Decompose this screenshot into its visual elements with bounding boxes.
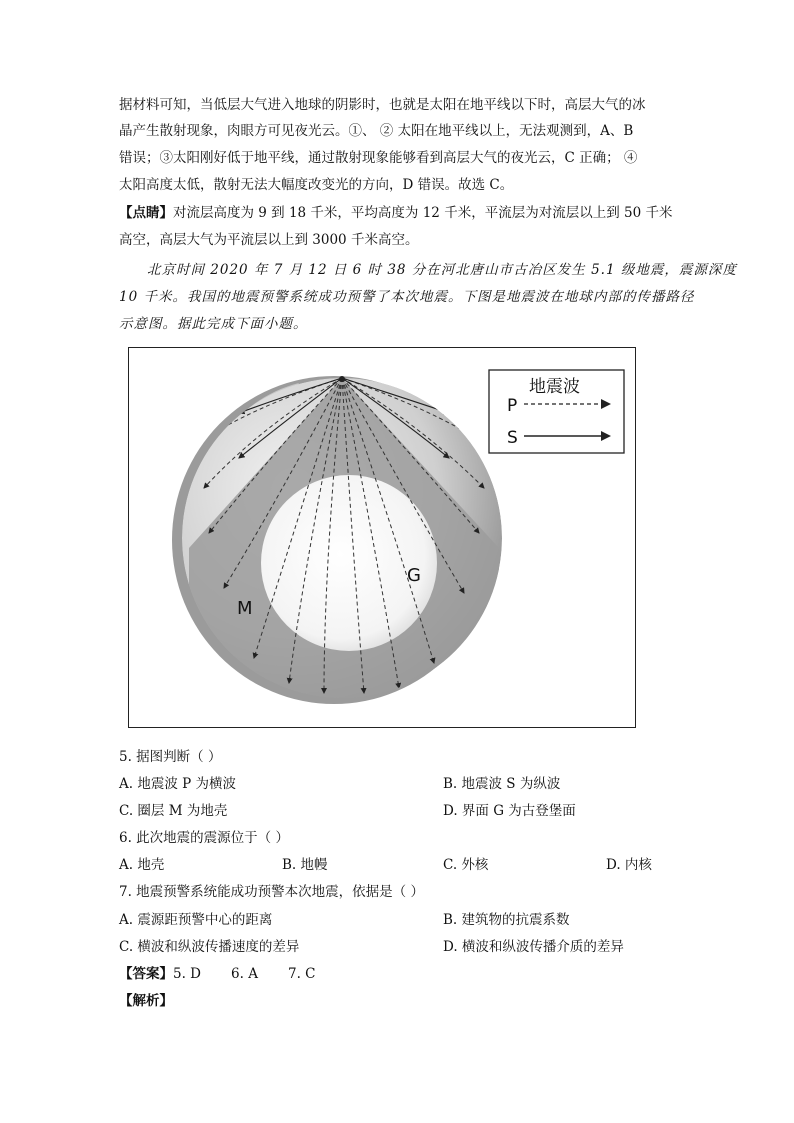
answer-text: 5. D 6. A 7. C <box>173 966 316 982</box>
explanation-line-4: 太阳高度太低，散射无法大幅度改变光的方向，D 错误。故选 C。 <box>119 177 514 193</box>
legend-title: 地震波 <box>529 377 580 397</box>
q6-option-d: D. 内核 <box>606 857 652 873</box>
question-6-stem: 6. 此次地震的震源位于（ ） <box>119 830 289 846</box>
q6-option-a: A. 地壳 <box>119 857 165 873</box>
wave-legend <box>489 370 624 453</box>
q6-option-c: C. 外核 <box>443 857 489 873</box>
explanation-line-2: 晶产生散射现象，肉眼方可见夜光云。①、 ② 太阳在地平线以上，无法观测到，A、B <box>119 123 634 139</box>
label-m: M <box>237 598 253 619</box>
legend-s-label: S <box>507 428 518 448</box>
analysis-label: 【解析】 <box>119 993 173 1009</box>
answer-label: 【答案】 <box>119 966 173 982</box>
question-7-stem: 7. 地震预警系统能成功预警本次地震，依据是（ ） <box>119 884 424 900</box>
q7-option-c: C. 横波和纵波传播速度的差异 <box>119 939 300 955</box>
legend-p-label: P <box>507 396 518 416</box>
q5-option-b: B. 地震波 S 为纵波 <box>443 776 561 792</box>
seismic-wave-figure <box>128 347 636 728</box>
tip-line-2: 高空，高层大气为平流层以上到 3000 千米高空。 <box>119 232 419 248</box>
passage-line-2: 10 千米。我国的地震预警系统成功预警了本次地震。下图是地震波在地球内部的传播路径 <box>119 289 695 305</box>
q7-option-d: D. 横波和纵波传播介质的差异 <box>443 939 624 955</box>
q5-option-c: C. 圈层 M 为地壳 <box>119 803 228 819</box>
tip-label: 【点睛】 <box>119 205 173 221</box>
q5-option-d: D. 界面 G 为古登堡面 <box>443 803 576 819</box>
tip-line-1 <box>119 200 679 226</box>
focus-point <box>339 376 345 382</box>
explanation-line-3: 错误；③太阳刚好低于地平线，通过散射现象能够看到高层大气的夜光云，C 正确； ④ <box>119 150 638 166</box>
passage-line-3: 示意图。据此完成下面小题。 <box>119 316 308 332</box>
label-g: G <box>407 565 421 586</box>
explanation-line-1: 据材料可知，当低层大气进入地球的阴影时，也就是太阳在地平线以下时，高层大气的冰 <box>119 97 646 113</box>
q7-option-a: A. 震源距预警中心的距离 <box>119 912 273 928</box>
answer-line <box>119 961 316 987</box>
q5-option-a: A. 地震波 P 为横波 <box>119 776 236 792</box>
q6-option-b: B. 地幔 <box>282 857 328 873</box>
tip-text-1: 对流层高度为 9 到 18 千米，平均高度为 12 千米，平流层为对流层以上到 50 千米 <box>173 205 673 221</box>
passage-line-1: 北京时间 2020 年 7 月 12 日 6 时 38 分在河北唐山市古冶区发生 5.1 级地震，震源深度 <box>147 262 737 278</box>
earth-cross-section-diagram <box>129 348 635 727</box>
q7-option-b: B. 建筑物的抗震系数 <box>443 912 570 928</box>
question-5-stem: 5. 据图判断（ ） <box>119 749 222 765</box>
